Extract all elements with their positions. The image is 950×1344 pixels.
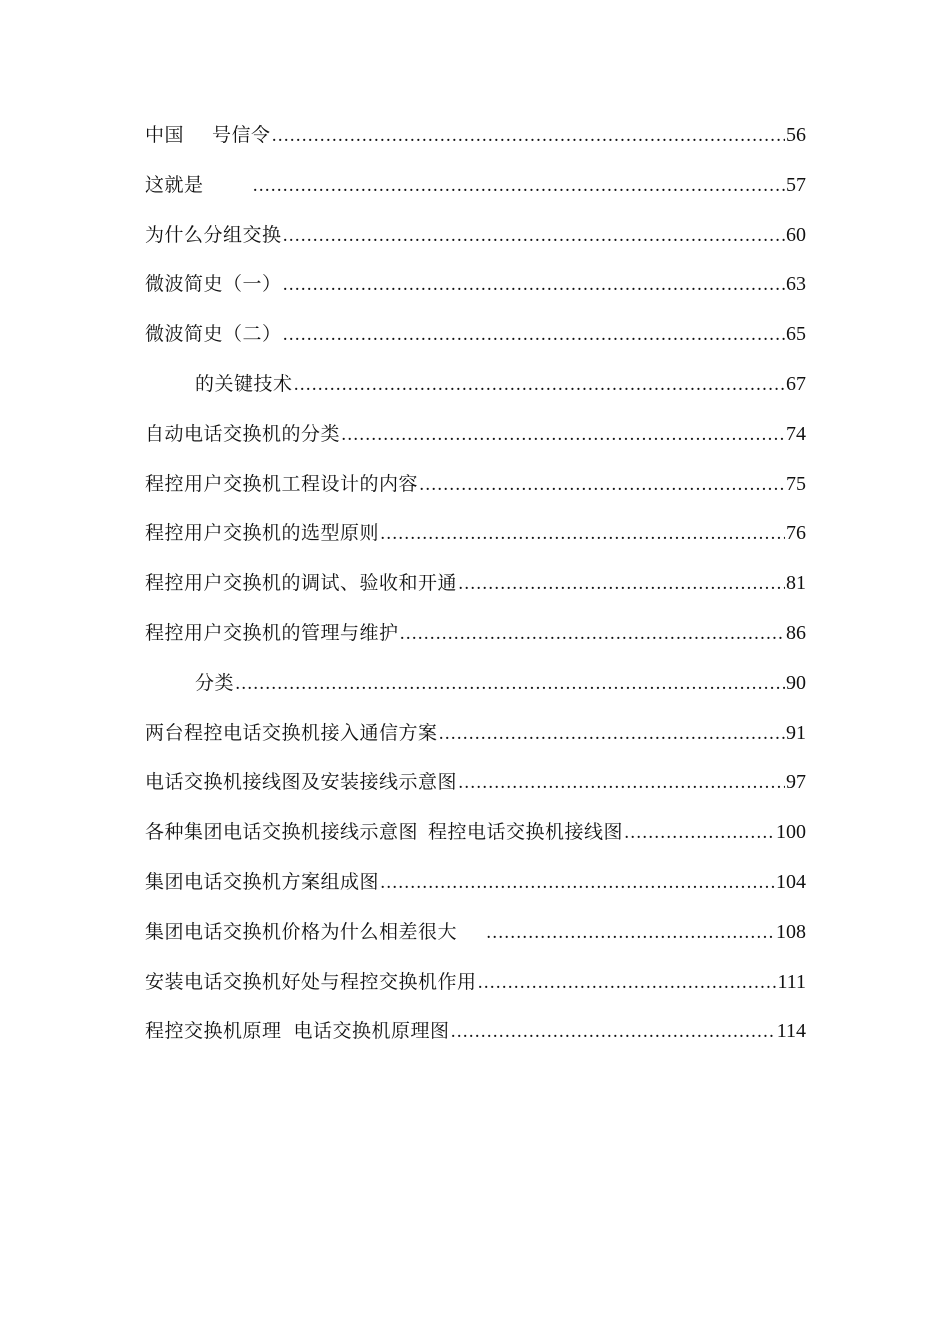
toc-entry-title: 各种集团电话交换机接线示意图 程控电话交换机接线图 [145, 821, 624, 844]
toc-entry-title: 集团电话交换机价格为什么相差很大 [145, 920, 458, 943]
toc-entry-page-number: 108 [776, 920, 806, 943]
dot-leader [283, 219, 785, 253]
toc-entry-title: 为什么分组交换 [145, 223, 282, 246]
toc-entry-page-number: 81 [786, 572, 806, 595]
dot-leader [624, 816, 775, 850]
toc-entry-title: 程控用户交换机的选型原则 [145, 522, 380, 545]
toc-entry-page-number: 90 [786, 671, 806, 694]
toc-entry[interactable] [145, 516, 806, 566]
toc-entry-title: 这就是 [145, 173, 204, 196]
toc-entry[interactable] [145, 566, 806, 616]
dot-leader [253, 169, 785, 203]
toc-entry-title: 程控用户交换机工程设计的内容 [145, 472, 419, 495]
toc-entry-title: 两台程控电话交换机接入通信方案 [145, 721, 438, 744]
toc-entry[interactable] [145, 267, 806, 317]
toc-entry-page-number: 97 [786, 771, 806, 794]
toc-entry[interactable] [145, 616, 806, 666]
toc-entry-title: 电话交换机接线图及安装接线示意图 [145, 771, 458, 794]
toc-entry-title: 微波简史（二） [145, 323, 282, 346]
toc-entry-title: 自动电话交换机的分类 [145, 422, 341, 445]
toc-entry[interactable] [145, 865, 806, 915]
dot-leader [419, 468, 785, 502]
toc-entry[interactable] [145, 965, 806, 1015]
toc-entry[interactable] [145, 666, 806, 716]
toc-entry[interactable] [145, 367, 806, 417]
toc-entry-title: 中国 号信令 [145, 124, 271, 146]
dot-leader [458, 567, 785, 601]
toc-entry-page-number: 65 [786, 323, 806, 346]
toc-entry-title: 集团电话交换机方案组成图 [145, 870, 380, 893]
toc-entry[interactable] [145, 765, 806, 815]
toc-entry-title: 分类 [195, 671, 235, 694]
dot-leader [341, 418, 785, 452]
toc-entry[interactable] [145, 168, 806, 218]
dot-leader [380, 866, 775, 900]
dot-leader [235, 667, 785, 701]
dot-leader [283, 318, 785, 352]
toc-entry-title: 微波简史（一） [145, 273, 282, 296]
dot-leader [283, 268, 785, 302]
dot-leader [486, 916, 775, 950]
toc-entry[interactable] [145, 218, 806, 268]
dot-leader [478, 966, 777, 1000]
dot-leader [294, 368, 785, 402]
toc-entry[interactable] [145, 417, 806, 467]
toc-entry[interactable] [145, 467, 806, 517]
toc-entry-page-number: 104 [776, 870, 806, 893]
toc-entry-page-number: 75 [786, 472, 806, 495]
dot-leader [458, 766, 785, 800]
toc-entry-page-number: 76 [786, 522, 806, 545]
toc-entry-page-number: 60 [786, 223, 806, 246]
dot-leader [439, 717, 785, 751]
toc-entry-page-number: 63 [786, 273, 806, 296]
toc-entry-page-number: 74 [786, 422, 806, 445]
toc-entry-title: 安装电话交换机好处与程控交换机作用 [145, 970, 477, 993]
toc-entry-title: 程控用户交换机的管理与维护 [145, 621, 399, 644]
toc-entry-title: 程控用户交换机的调试、验收和开通 [145, 572, 458, 595]
toc-entry-page-number: 114 [776, 1020, 806, 1043]
dot-leader [400, 617, 785, 651]
toc-entry-page-number: 57 [786, 173, 806, 196]
toc-entry-page-number: 91 [786, 721, 806, 744]
toc-entry[interactable] [145, 716, 806, 766]
toc-entry-title: 的关键技术 [195, 372, 293, 395]
toc-entry[interactable] [145, 118, 806, 168]
dot-leader [380, 517, 785, 551]
dot-leader [272, 119, 785, 153]
toc-entry[interactable] [145, 915, 806, 965]
toc-entry[interactable] [145, 815, 806, 865]
toc-entry-page-number: 111 [777, 970, 806, 993]
toc-entry[interactable] [145, 1014, 806, 1064]
toc-entry-page-number: 56 [786, 124, 806, 146]
toc-entry-page-number: 100 [776, 821, 806, 844]
toc-entry-page-number: 67 [786, 372, 806, 395]
dot-leader [451, 1015, 776, 1049]
toc-entry-title: 程控交换机原理 电话交换机原理图 [145, 1020, 450, 1043]
toc-entry[interactable] [145, 317, 806, 367]
table-of-contents [145, 118, 806, 1064]
toc-entry-page-number: 86 [786, 621, 806, 644]
